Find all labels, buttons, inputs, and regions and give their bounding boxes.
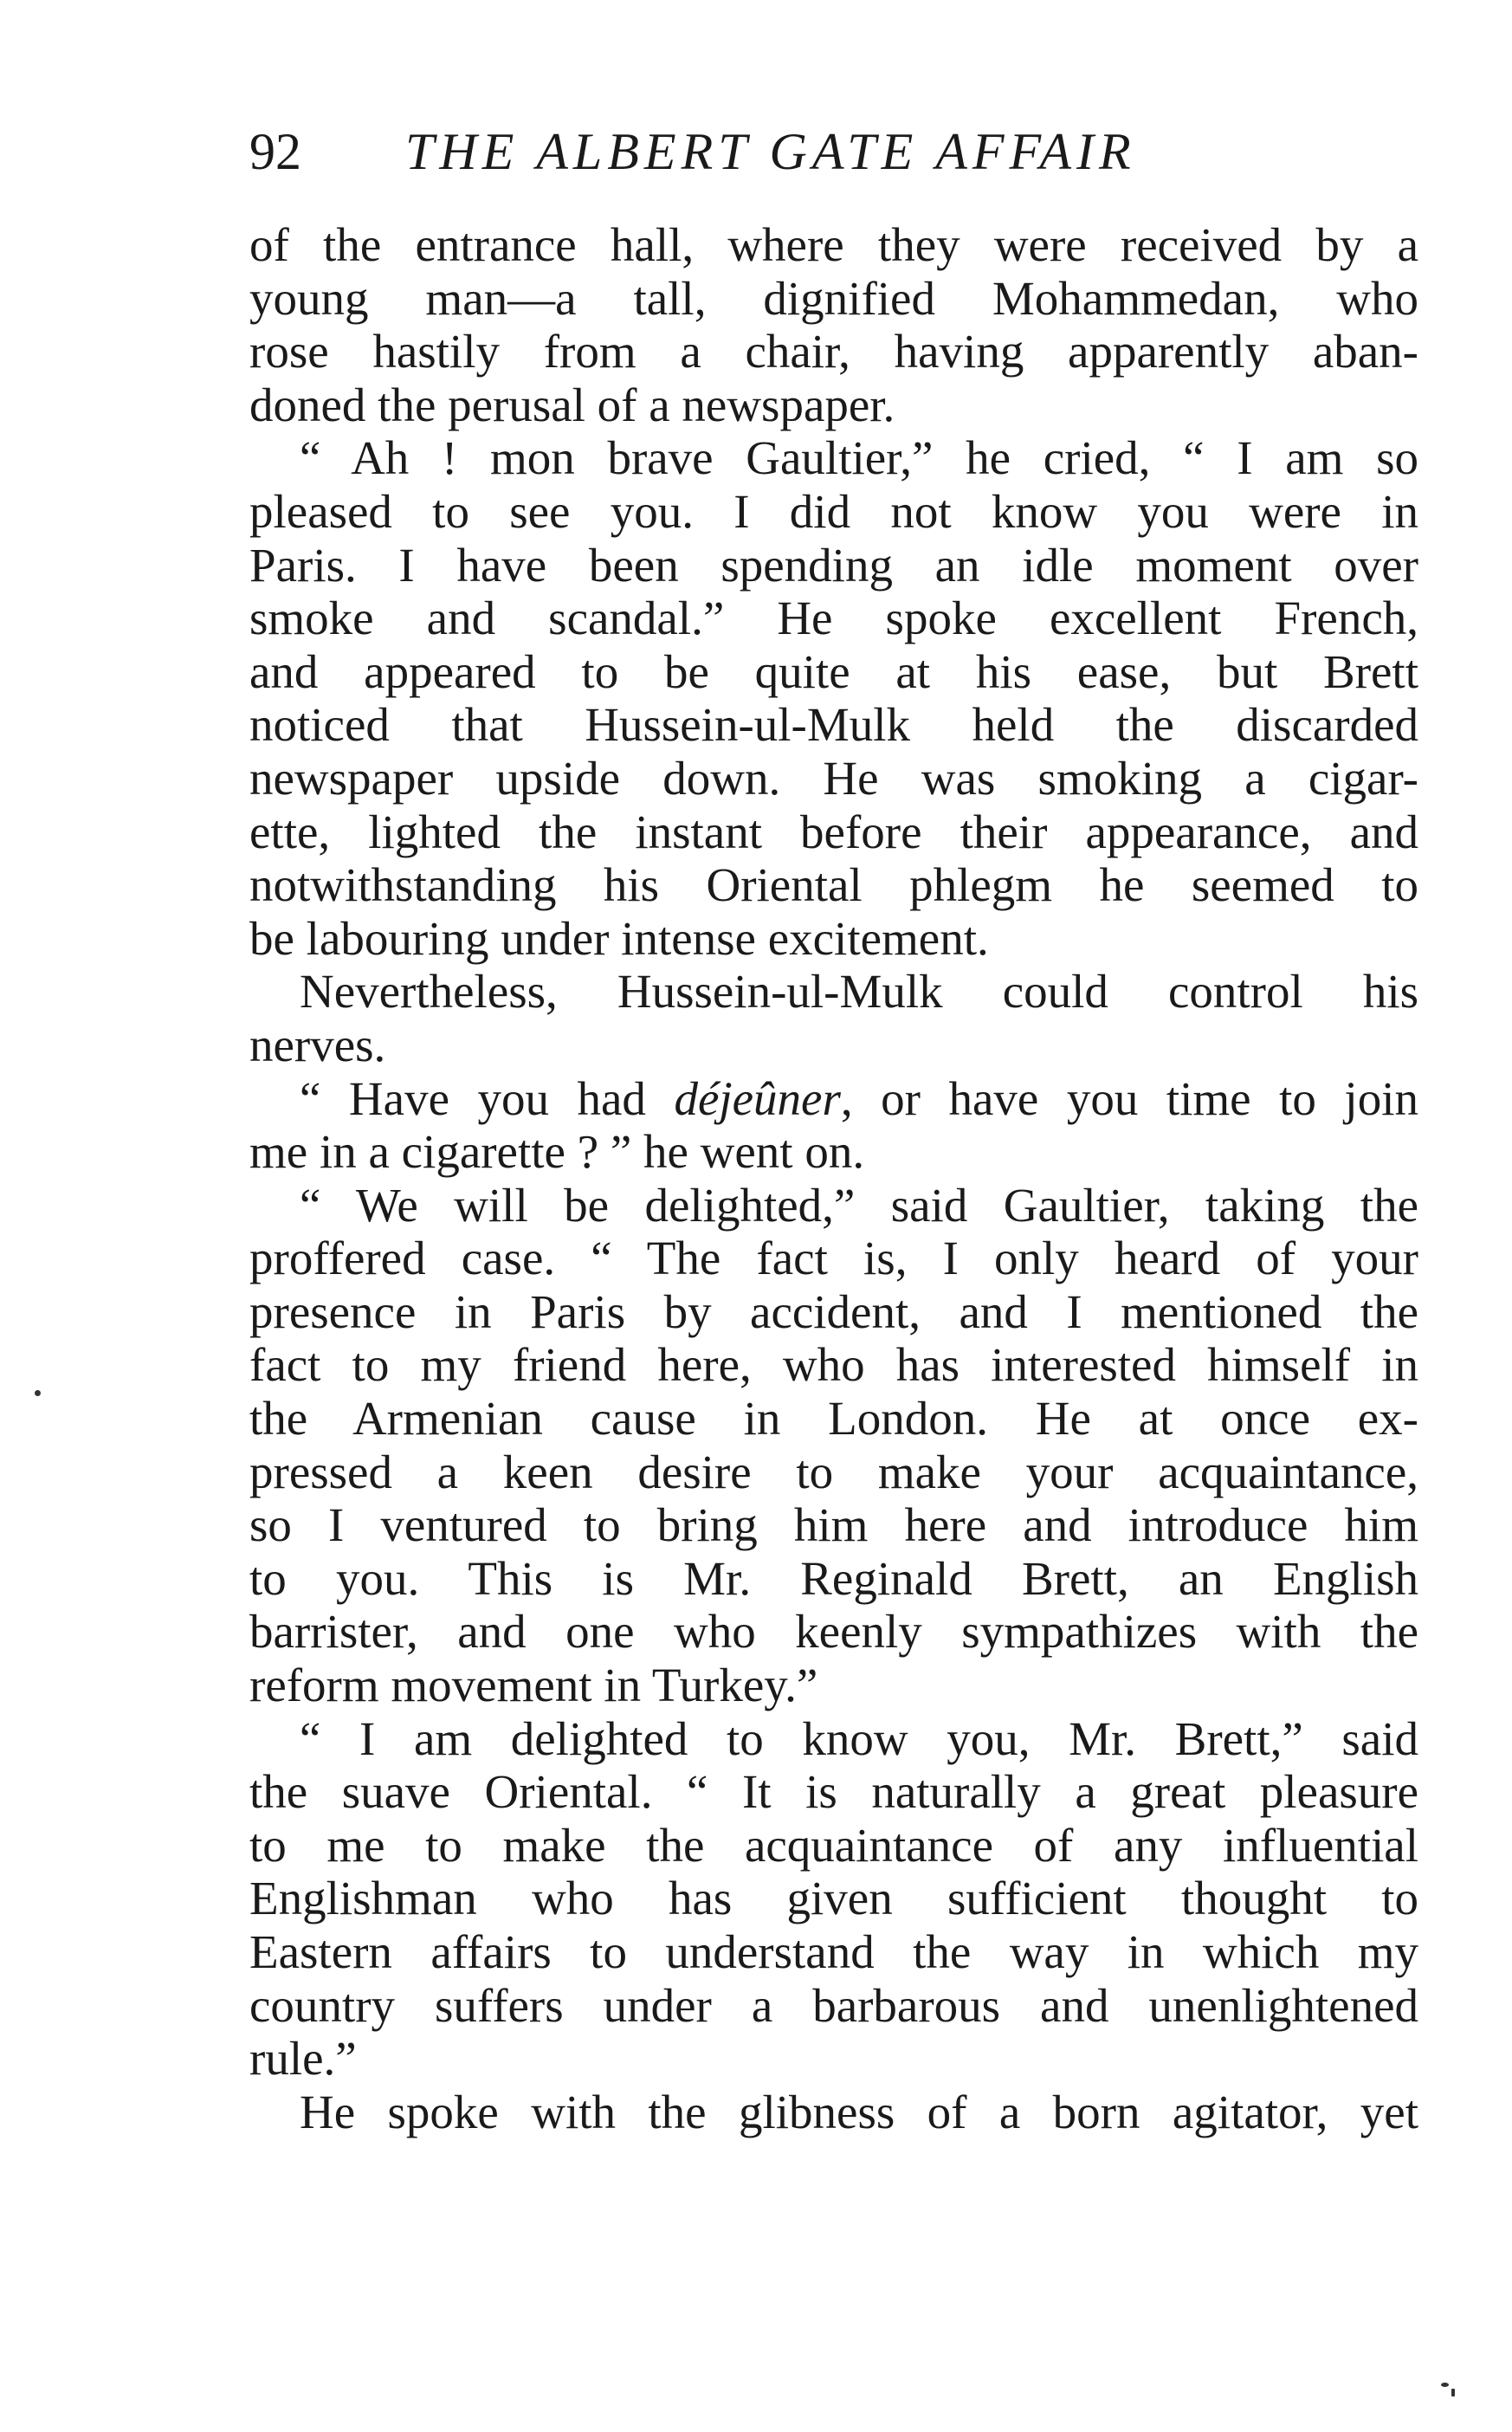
text-line: ette, lighted the instant before their appearance, and	[249, 805, 1418, 858]
page-number: 92	[249, 123, 301, 180]
text-line: presence in Paris by accident, and I mentioned the	[249, 1284, 1418, 1338]
text-line: to me to make the acquaintance of any influential	[249, 1818, 1418, 1872]
text-line: the Armenian cause in London. He at once ex-	[249, 1392, 1418, 1446]
text-line: Nevertheless, Hussein-ul-Mulk could control his	[300, 965, 1418, 1019]
text-line: reform movement in Turkey.”	[249, 1659, 818, 1712]
scan-speck	[1451, 2389, 1455, 2396]
text-fragment: “ Have you had	[300, 1071, 675, 1125]
text-line: “ We will be delighted,” said Gaultier, taking the	[300, 1178, 1418, 1232]
running-head	[249, 113, 1418, 191]
text-line: of the entrance hall, where they were received by a	[249, 218, 1418, 271]
text-line: Englishman who has given sufficient thought to	[249, 1872, 1418, 1925]
text-line: noticed that Hussein-ul-Mulk held the discarded	[249, 698, 1418, 752]
text-line: pressed a keen desire to make your acquaintance,	[249, 1445, 1418, 1498]
text-line: young man—a tall, dignified Mohammedan, who	[249, 271, 1418, 325]
text-line: to you. This is Mr. Reginald Brett, an English	[249, 1551, 1418, 1605]
text-line: doned the perusal of a newspaper.	[249, 378, 895, 431]
text-fragment: , or have you time to join	[840, 1071, 1418, 1125]
text-line: notwithstanding his Oriental phlegm he seemed to	[249, 858, 1418, 912]
text-line: so I ventured to bring him here and introduce him	[249, 1498, 1418, 1552]
text-line: Eastern affairs to understand the way in which my	[249, 1925, 1418, 1978]
italic-word: déjeûner	[674, 1071, 841, 1125]
scan-speck	[1441, 2383, 1449, 2387]
text-line: country suffers under a barbarous and unenlightened	[249, 1978, 1418, 2032]
text-line: “ Ah ! mon brave Gaultier,” he cried, “ I am so	[300, 431, 1418, 485]
body-text	[249, 218, 1418, 2138]
text-line: be labouring under intense excitement.	[249, 911, 989, 965]
text-line: newspaper upside down. He was smoking a cigar-	[249, 751, 1418, 805]
text-line: proffered case. “ The fact is, I only heard of your	[249, 1232, 1418, 1285]
book-title: THE ALBERT GATE AFFAIR	[405, 123, 1136, 180]
book-page	[249, 113, 1418, 2138]
text-line: Paris. I have been spending an idle moment over	[249, 538, 1418, 592]
text-line: pleased to see you. I did not know you were in	[249, 484, 1418, 538]
text-line: He spoke with the glibness of a born agitator, yet	[300, 2085, 1418, 2138]
text-line: nerves.	[249, 1018, 386, 1071]
text-line: smoke and scandal.” He spoke excellent French,	[249, 592, 1418, 645]
text-line: rule.”	[249, 2032, 357, 2086]
text-line: the suave Oriental. “ It is naturally a great pleasure	[249, 1765, 1418, 1819]
text-line: barrister, and one who keenly sympathizes with the	[249, 1605, 1418, 1659]
scan-speck	[35, 1390, 41, 1396]
text-line-with-italic	[249, 1072, 1418, 1126]
text-line: fact to my friend here, who has interested himself in	[249, 1338, 1418, 1392]
text-line: rose hastily from a chair, having apparently aban-	[249, 325, 1418, 378]
text-line: me in a cigarette ? ” he went on.	[249, 1125, 865, 1179]
text-line: “ I am delighted to know you, Mr. Brett,” said	[300, 1711, 1418, 1765]
text-line: and appeared to be quite at his ease, but Brett	[249, 644, 1418, 698]
